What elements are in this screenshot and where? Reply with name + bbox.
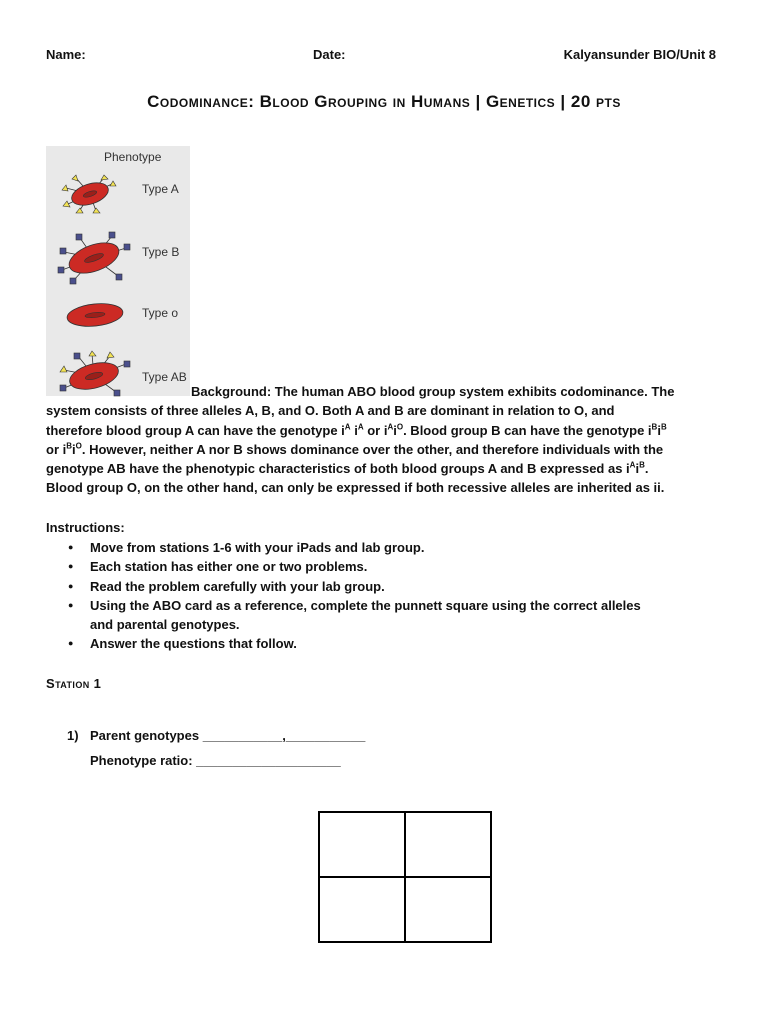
question-1 [67,723,365,773]
list-item: ● Using the ABO card as a reference, complete the punnett square using the correct alleles and parental genotypes. [90,596,726,635]
course-label: Kalyansunder BIO/Unit 8 [563,47,716,62]
name-label: Name: [46,47,86,62]
background-line: system consists of three alleles A, B, and O. Both A and B are dominant in relation to O, and [46,403,615,419]
background-line: Blood group O, on the other hand, can only be expressed if both recessive alleles are inherited as ii. [46,480,665,496]
page-title: Codominance: Blood Grouping in Humans | Genetics | 20 pts [147,92,621,111]
punnett-cell[interactable] [405,812,491,877]
punnett-square [318,811,492,943]
phenotype-figure-title: Phenotype [104,150,162,164]
punnett-cell[interactable] [405,877,491,942]
background-paragraph [46,382,726,498]
parent-genotypes-blank[interactable]: Parent genotypes ___________,___________ [90,728,366,743]
instructions [46,518,726,654]
background-intro: Background: The human ABO blood group system exhibits codominance. The [191,384,675,399]
phenotype-figure [46,146,190,396]
punnett-cell[interactable] [319,877,405,942]
list-item: ● Move from stations 1-6 with your iPads and lab group. [90,538,726,557]
cell-type-b-icon [54,230,134,286]
type-a-label: Type A [142,182,179,196]
cell-type-a-icon [58,174,122,214]
station-heading: Station 1 [46,676,102,691]
type-ab-label: Type AB [142,370,187,384]
instructions-list [46,538,726,654]
date-label: Date: [313,47,346,62]
page-header [46,47,716,65]
punnett-cell[interactable] [319,812,405,877]
type-b-label: Type B [142,245,180,259]
list-item: ● Answer the questions that follow. [90,634,726,653]
question-number: 1) [67,728,79,743]
instructions-title: Instructions: [46,520,125,535]
type-o-label: Type o [142,306,179,320]
background-line: therefore blood group A can have the genotype $i^A$ $i^A$ or $i^Ai^O$. Blood group B can have the genotype $i^Bi^B$ [46,422,667,438]
cell-type-o-icon [64,300,126,330]
phenotype-ratio-blank[interactable]: Phenotype ratio: ____________________ [90,753,341,768]
list-item: ● Each station has either one or two problems. [90,557,726,576]
list-item: ● Read the problem carefully with your lab group. [90,577,726,596]
background-line: genotype AB have the phenotypic characteristics of both blood groups A and B expressed as $i^Ai^B$. [46,460,649,477]
background-line: or $i^Bi^O$. However, neither A nor B shows dominance over the other, and therefore individuals with the [46,441,664,457]
